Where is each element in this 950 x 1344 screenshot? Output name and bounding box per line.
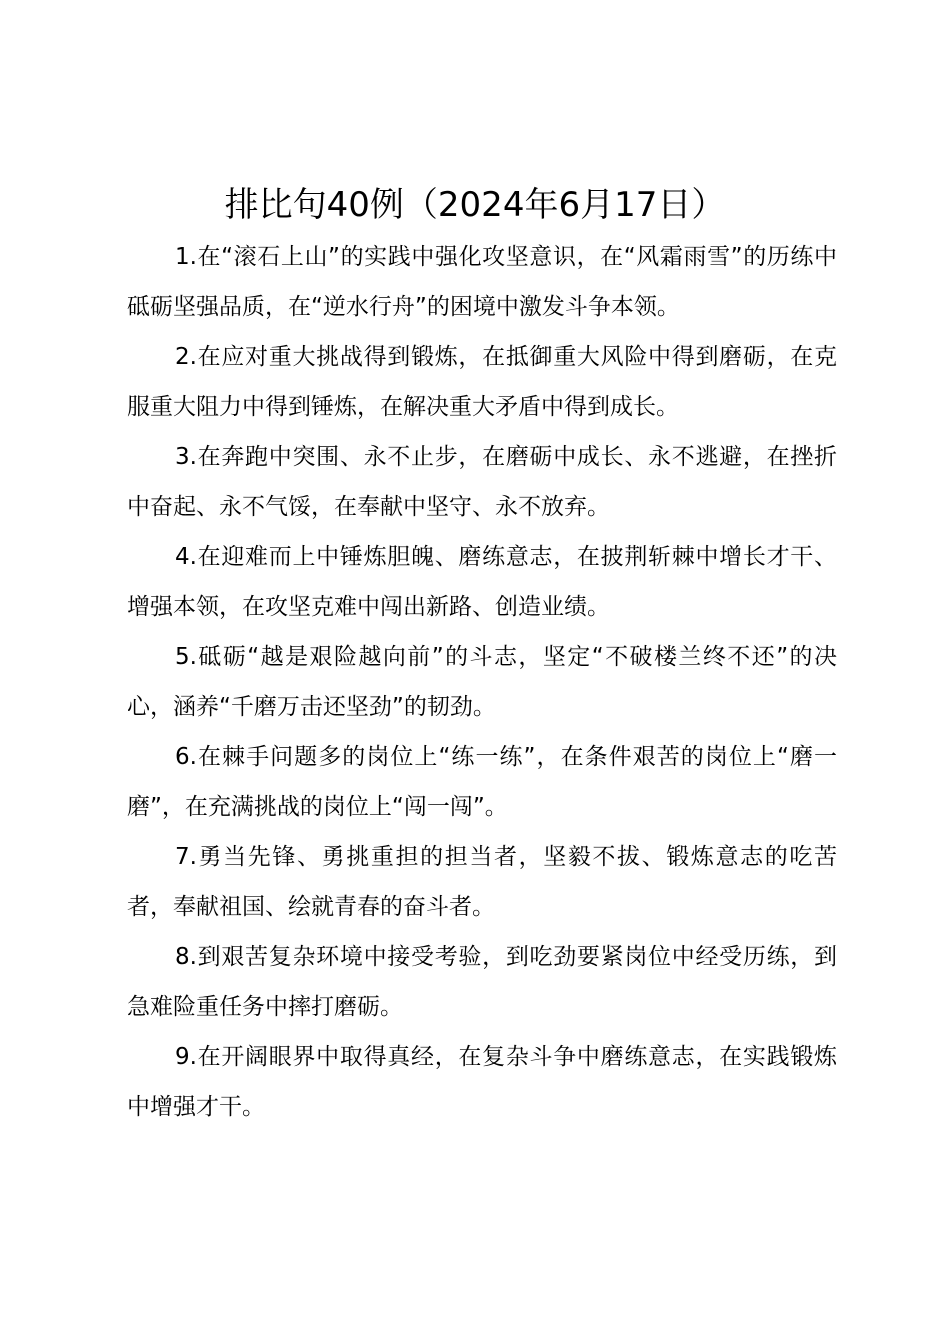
paragraph-8: 8.到艰苦复杂环境中接受考验，到吃劲要紧岗位中经受历练，到急难险重任务中摔打磨砺。: [127, 944, 837, 1020]
paragraph-1: 1.在“滚石上山”的实践中强化攻坚意识，在“风霜雨雪”的历练中砥砺坚强品质，在“逆水行舟”的困境中激发斗争本领。: [127, 244, 837, 320]
paragraph-4: 4.在迎难而上中锤炼胆魄、磨练意志，在披荆斩棘中增长才干、增强本领，在攻坚克难中闯出新路、创造业绩。: [127, 544, 837, 620]
document-title: 排比句40例（2024年6月17日）: [224, 185, 726, 225]
paragraph-2: 2.在应对重大挑战得到锻炼，在抵御重大风险中得到磨砺，在克服重大阻力中得到锤炼，在解决重大矛盾中得到成长。: [127, 344, 837, 420]
paragraph-9: 9.在开阔眼界中取得真经，在复杂斗争中磨练意志，在实践锻炼中增强才干。: [127, 1044, 837, 1120]
paragraph-6: 6.在棘手问题多的岗位上“练一练”，在条件艰苦的岗位上“磨一磨”，在充满挑战的岗位上“闯一闯”。: [127, 744, 837, 820]
paragraph-7: 7.勇当先锋、勇挑重担的担当者，坚毅不拔、锻炼意志的吃苦者，奉献祖国、绘就青春的奋斗者。: [127, 844, 837, 920]
document-body: [127, 232, 837, 1132]
paragraph-5: 5.砥砺“越是艰险越向前”的斗志，坚定“不破楼兰终不还”的决心，涵养“千磨万击还坚劲”的韧劲。: [127, 644, 837, 720]
paragraph-3: 3.在奔跑中突围、永不止步，在磨砺中成长、永不逃避，在挫折中奋起、永不气馁，在奉献中坚守、永不放弃。: [127, 444, 837, 520]
